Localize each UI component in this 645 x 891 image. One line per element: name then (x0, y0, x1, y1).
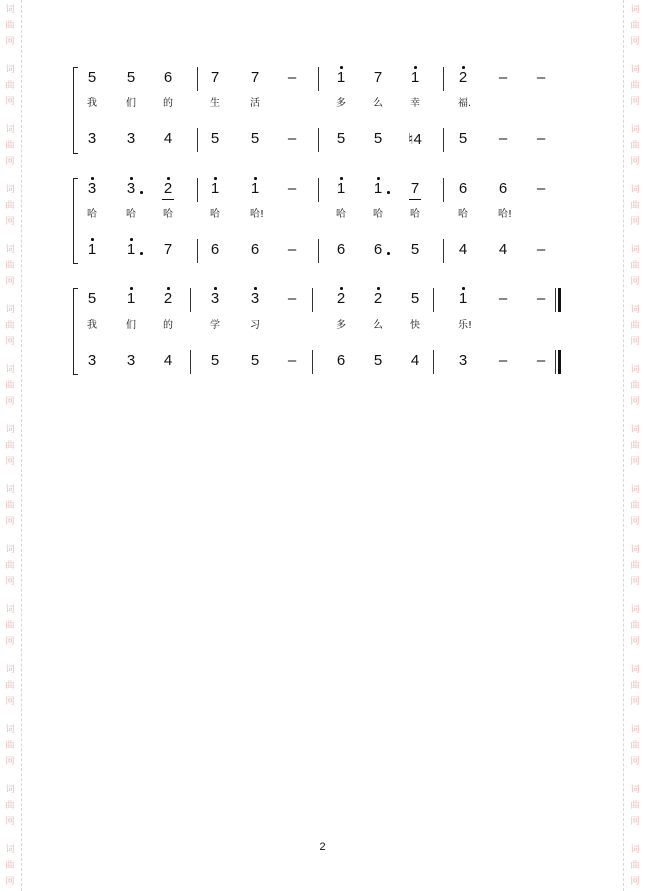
octave-dot (414, 66, 417, 69)
top-note: 2 (373, 290, 383, 307)
watermark-block (4, 782, 16, 830)
watermark-char: 网 (5, 217, 15, 227)
top-note: – (287, 180, 297, 197)
watermark-char: 网 (630, 877, 640, 887)
bottom-note: 5 (250, 130, 260, 147)
watermark-char: 词 (630, 185, 640, 195)
barline (197, 67, 198, 91)
bottom-note: 6 (373, 241, 383, 258)
watermark-block (629, 302, 641, 350)
bottom-note: 5 (458, 130, 468, 147)
barline (318, 178, 319, 202)
watermark-block (4, 2, 16, 50)
barline (443, 128, 444, 152)
barline (312, 350, 313, 374)
watermark-char: 网 (5, 817, 15, 827)
octave-dot (214, 177, 217, 180)
watermark-char: 网 (5, 697, 15, 707)
top-note: 5 (87, 290, 97, 307)
lyric-word: 多 (336, 320, 346, 331)
watermark-char: 网 (630, 577, 640, 587)
watermark-block (4, 482, 16, 530)
octave-dot (462, 287, 465, 290)
watermark-char: 网 (5, 637, 15, 647)
bottom-note: 5 (373, 352, 383, 369)
watermark-char: 词 (630, 485, 640, 495)
top-note: 7 (210, 69, 220, 86)
bottom-note: – (498, 352, 508, 369)
bottom-note: 4 (163, 130, 173, 147)
system-brace (73, 67, 74, 154)
watermark-block (4, 422, 16, 470)
watermark-char: 网 (630, 397, 640, 407)
octave-dot (254, 177, 257, 180)
top-note: 2 (163, 180, 173, 197)
watermark-block (629, 662, 641, 710)
watermark-char: 曲 (5, 81, 15, 91)
bottom-note: 6 (336, 352, 346, 369)
watermark-block (629, 62, 641, 110)
bottom-note: – (287, 352, 297, 369)
lyric-word: 活 (250, 98, 260, 109)
watermark-char: 曲 (630, 261, 640, 271)
lyric-word: 哈 (373, 209, 383, 220)
watermark-char: 网 (5, 157, 15, 167)
watermark-char: 曲 (630, 441, 640, 451)
barline (318, 128, 319, 152)
watermark-char: 网 (5, 757, 15, 767)
watermark-block (4, 542, 16, 590)
watermark-char: 词 (630, 245, 640, 255)
watermark-char: 词 (630, 665, 640, 675)
watermark-char: 曲 (630, 741, 640, 751)
bottom-note: 6 (336, 241, 346, 258)
top-note: 3 (250, 290, 260, 307)
page-number: 2 (319, 841, 326, 853)
barline (197, 178, 198, 202)
octave-dot (130, 177, 133, 180)
bottom-note: 5 (410, 241, 420, 258)
watermark-block (629, 2, 641, 50)
barline (433, 288, 434, 312)
lyric-word: 哈! (250, 209, 265, 220)
lyric-word: 哈 (210, 209, 220, 220)
eighth-underline (409, 199, 421, 200)
top-note: – (287, 290, 297, 307)
lyric-word: 么 (373, 320, 383, 331)
watermark-char: 词 (630, 845, 640, 855)
watermark-char: 曲 (630, 381, 640, 391)
barline (190, 288, 191, 312)
watermark-char: 网 (630, 697, 640, 707)
watermark-block (4, 302, 16, 350)
top-note: 6 (498, 180, 508, 197)
octave-dot (167, 287, 170, 290)
bottom-note: ♮4 (408, 131, 422, 148)
watermark-char: 曲 (5, 741, 15, 751)
watermark-char: 曲 (5, 321, 15, 331)
watermark-char: 网 (5, 577, 15, 587)
watermark-char: 曲 (5, 21, 15, 31)
lyric-word: 么 (373, 98, 383, 109)
watermark-char: 曲 (630, 81, 640, 91)
octave-dot (340, 177, 343, 180)
watermark-char: 词 (5, 845, 15, 855)
watermark-char: 词 (630, 605, 640, 615)
top-note: 1 (410, 69, 420, 86)
final-barline-thick (558, 350, 561, 374)
watermark-block (629, 482, 641, 530)
top-note: 5 (410, 290, 420, 307)
watermark-char: 曲 (5, 201, 15, 211)
top-note: – (536, 69, 546, 86)
bottom-note: – (536, 130, 546, 147)
lyric-word: 福. (458, 98, 472, 109)
octave-dot (214, 287, 217, 290)
watermark-block (629, 122, 641, 170)
top-note: 7 (373, 69, 383, 86)
top-note: 3 (210, 290, 220, 307)
watermark-char: 网 (630, 157, 640, 167)
barline (433, 350, 434, 374)
watermark-char: 词 (5, 185, 15, 195)
watermark-char: 网 (630, 637, 640, 647)
octave-dot (462, 66, 465, 69)
watermark-char: 词 (5, 305, 15, 315)
watermark-block (4, 362, 16, 410)
top-note: 1 (210, 180, 220, 197)
lyric-word: 哈! (498, 209, 513, 220)
barline (190, 350, 191, 374)
top-note: 1 (250, 180, 260, 197)
watermark-char: 网 (5, 517, 15, 527)
watermark-block (629, 242, 641, 290)
barline (197, 128, 198, 152)
lyric-word: 快 (410, 320, 420, 331)
top-note: 1 (126, 290, 136, 307)
bottom-note: 1 (126, 241, 136, 258)
barline (318, 67, 319, 91)
watermark-char: 曲 (630, 861, 640, 871)
watermark-char: 网 (5, 97, 15, 107)
octave-dot (91, 177, 94, 180)
octave-dot (130, 238, 133, 241)
lyric-word: 生 (210, 98, 220, 109)
watermark-char: 网 (630, 517, 640, 527)
watermark-block (629, 722, 641, 770)
watermark-char: 词 (630, 425, 640, 435)
bottom-note: 3 (87, 352, 97, 369)
watermark-block (4, 722, 16, 770)
watermark-block (629, 362, 641, 410)
lyric-word: 哈 (458, 209, 468, 220)
top-note: 7 (250, 69, 260, 86)
final-barline-thin (555, 350, 556, 374)
barline (318, 239, 319, 263)
watermark-char: 网 (630, 757, 640, 767)
lyric-word: 哈 (336, 209, 346, 220)
top-note: 2 (163, 290, 173, 307)
watermark-char: 曲 (630, 21, 640, 31)
watermark-char: 曲 (630, 501, 640, 511)
octave-dot (254, 287, 257, 290)
watermark-char: 词 (5, 485, 15, 495)
octave-dot (130, 287, 133, 290)
lyric-word: 幸 (410, 98, 420, 109)
top-note: 5 (126, 69, 136, 86)
octave-dot (340, 66, 343, 69)
octave-dot (91, 238, 94, 241)
bottom-note: 6 (250, 241, 260, 258)
bottom-note: 5 (210, 130, 220, 147)
lyric-word: 哈 (410, 209, 420, 220)
watermark-char: 词 (630, 305, 640, 315)
bottom-note: – (536, 352, 546, 369)
bottom-note: 4 (458, 241, 468, 258)
watermark-char: 曲 (630, 141, 640, 151)
lyric-word: 的 (163, 320, 173, 331)
top-note: 1 (336, 180, 346, 197)
watermark-block (629, 182, 641, 230)
watermark-char: 曲 (5, 801, 15, 811)
watermark-char: 词 (5, 425, 15, 435)
top-note: 2 (336, 290, 346, 307)
lyric-word: 哈 (126, 209, 136, 220)
top-note: 6 (163, 69, 173, 86)
watermark-char: 网 (630, 817, 640, 827)
bottom-note: 1 (87, 241, 97, 258)
augmentation-dot (387, 191, 390, 194)
right-margin-line (623, 0, 624, 891)
barline (197, 239, 198, 263)
watermark-char: 曲 (5, 381, 15, 391)
system-brace (73, 178, 74, 264)
top-note: – (536, 180, 546, 197)
watermark-char: 网 (5, 457, 15, 467)
augmentation-dot (140, 191, 143, 194)
watermark-char: 网 (5, 877, 15, 887)
watermark-char: 词 (5, 245, 15, 255)
watermark-char: 曲 (5, 561, 15, 571)
bottom-note: 5 (373, 130, 383, 147)
watermark-char: 曲 (630, 201, 640, 211)
bottom-note: 3 (458, 352, 468, 369)
watermark-char: 词 (630, 545, 640, 555)
eighth-underline (162, 199, 174, 200)
watermark-char: 网 (630, 217, 640, 227)
watermark-char: 网 (630, 277, 640, 287)
watermark-char: 曲 (630, 321, 640, 331)
watermark-char: 曲 (5, 501, 15, 511)
watermark-char: 曲 (5, 681, 15, 691)
lyric-word: 们 (126, 98, 136, 109)
watermark-block (629, 422, 641, 470)
barline (443, 178, 444, 202)
watermark-char: 词 (5, 605, 15, 615)
watermark-char: 网 (5, 277, 15, 287)
watermark-block (629, 542, 641, 590)
watermark-char: 网 (5, 337, 15, 347)
top-note: 2 (458, 69, 468, 86)
watermark-char: 曲 (630, 621, 640, 631)
watermark-block (4, 122, 16, 170)
bottom-note: 4 (163, 352, 173, 369)
watermark-char: 曲 (630, 681, 640, 691)
watermark-block (4, 242, 16, 290)
watermark-char: 词 (630, 785, 640, 795)
top-note: 1 (373, 180, 383, 197)
watermark-char: 词 (5, 125, 15, 135)
lyric-word: 我 (87, 320, 97, 331)
barline (312, 288, 313, 312)
watermark-char: 网 (5, 397, 15, 407)
watermark-block (4, 62, 16, 110)
watermark-char: 网 (630, 457, 640, 467)
lyric-word: 乐! (458, 320, 473, 331)
watermark-char: 曲 (5, 861, 15, 871)
system-brace (73, 288, 74, 375)
watermark-char: 词 (5, 545, 15, 555)
top-note: – (498, 69, 508, 86)
watermark-block (629, 602, 641, 650)
bottom-note: 3 (126, 352, 136, 369)
watermark-char: 曲 (5, 261, 15, 271)
watermark-block (629, 782, 641, 830)
lyric-word: 们 (126, 320, 136, 331)
bottom-note: 4 (410, 352, 420, 369)
watermark-char: 网 (5, 37, 15, 47)
watermark-char: 词 (630, 365, 640, 375)
top-note: 5 (87, 69, 97, 86)
watermark-char: 词 (630, 125, 640, 135)
watermark-char: 曲 (5, 441, 15, 451)
bottom-note: 5 (336, 130, 346, 147)
watermark-char: 网 (630, 97, 640, 107)
bottom-note: 4 (498, 241, 508, 258)
bottom-note: – (536, 241, 546, 258)
watermark-char: 曲 (5, 141, 15, 151)
top-note: – (287, 69, 297, 86)
watermark-block (4, 182, 16, 230)
barline (443, 239, 444, 263)
watermark-block (4, 602, 16, 650)
top-note: 7 (410, 180, 420, 197)
watermark-block (4, 662, 16, 710)
octave-dot (340, 287, 343, 290)
bottom-note: 3 (126, 130, 136, 147)
augmentation-dot (387, 252, 390, 255)
watermark-char: 曲 (630, 561, 640, 571)
watermark-char: 网 (630, 37, 640, 47)
barline (443, 67, 444, 91)
watermark-char: 词 (630, 725, 640, 735)
top-note: – (536, 290, 546, 307)
lyric-word: 我 (87, 98, 97, 109)
watermark-char: 词 (5, 665, 15, 675)
top-note: – (498, 290, 508, 307)
watermark-char: 词 (630, 65, 640, 75)
watermark-char: 词 (630, 5, 640, 15)
top-note: 6 (458, 180, 468, 197)
top-note: 1 (458, 290, 468, 307)
octave-dot (377, 287, 380, 290)
bottom-note: – (287, 130, 297, 147)
lyric-word: 的 (163, 98, 173, 109)
watermark-char: 词 (5, 785, 15, 795)
watermark-char: 词 (5, 5, 15, 15)
lyric-word: 哈 (87, 209, 97, 220)
octave-dot (377, 177, 380, 180)
bottom-note: – (287, 241, 297, 258)
lyric-word: 多 (336, 98, 346, 109)
lyric-word: 习 (250, 320, 260, 331)
top-note: 1 (336, 69, 346, 86)
watermark-char: 曲 (5, 621, 15, 631)
bottom-note: 5 (210, 352, 220, 369)
bottom-note: 5 (250, 352, 260, 369)
augmentation-dot (140, 252, 143, 255)
watermark-char: 网 (630, 337, 640, 347)
watermark-char: 曲 (630, 801, 640, 811)
left-margin-line (21, 0, 22, 891)
watermark-char: 词 (5, 365, 15, 375)
top-note: 3 (126, 180, 136, 197)
lyric-word: 哈 (163, 209, 173, 220)
final-barline-thick (558, 288, 561, 312)
bottom-note: 6 (210, 241, 220, 258)
lyric-word: 学 (210, 320, 220, 331)
watermark-char: 词 (5, 725, 15, 735)
octave-dot (167, 177, 170, 180)
final-barline-thin (555, 288, 556, 312)
bottom-note: 7 (163, 241, 173, 258)
top-note: 3 (87, 180, 97, 197)
bottom-note: 3 (87, 130, 97, 147)
bottom-note: – (498, 130, 508, 147)
watermark-char: 词 (5, 65, 15, 75)
